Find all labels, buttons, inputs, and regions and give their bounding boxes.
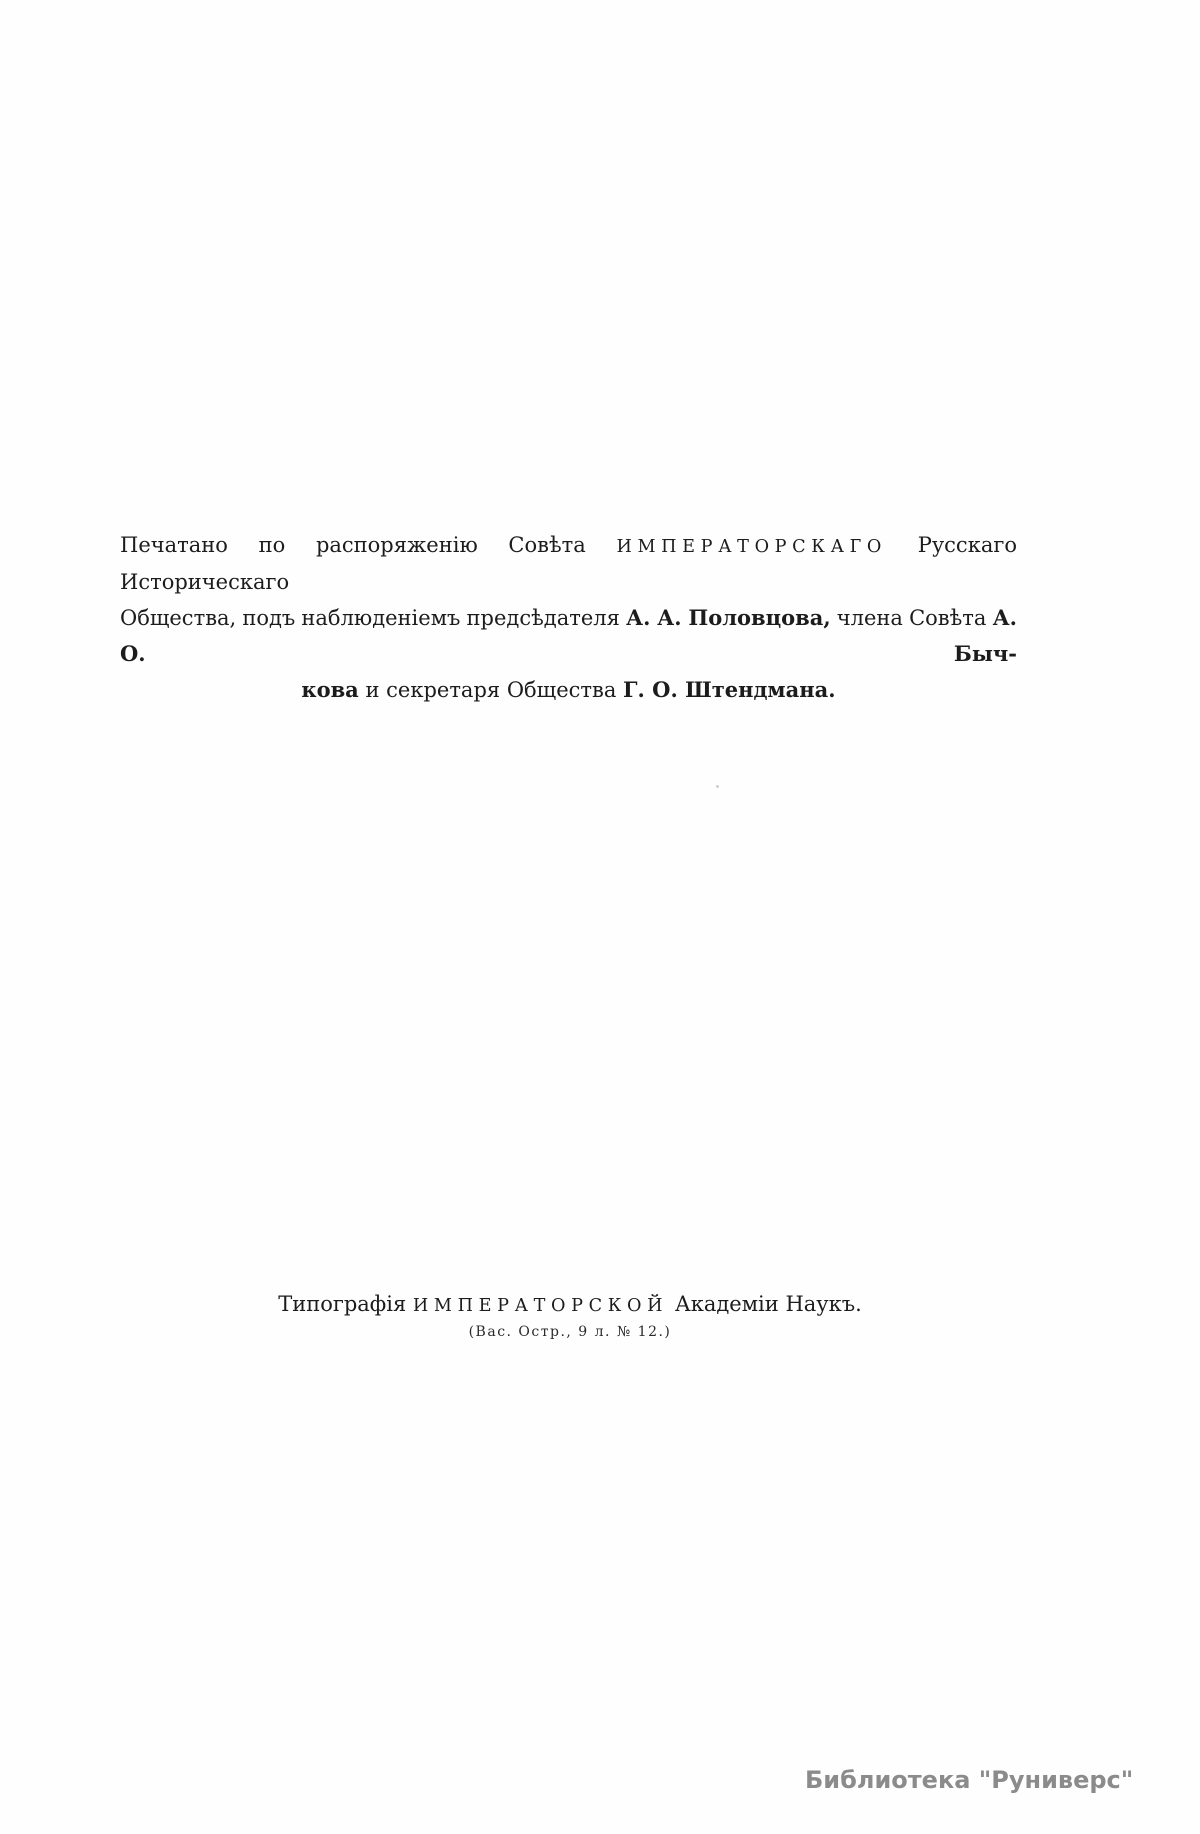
notice-line-1 [120, 528, 1024, 600]
notice-line1-text-start: Печатано по распоряженію Совѣта [120, 533, 617, 557]
notice-line2-text-mid: члена Совѣта [830, 606, 993, 630]
imprint-text-start: Типографія [278, 1292, 413, 1316]
polovtsov-name: А. А. Половцова, [625, 605, 831, 630]
bychkov-name-part1: А. О. Быч- [120, 605, 1024, 666]
notice-line3-text-mid: и секретаря Общества [358, 678, 624, 702]
runivers-library-watermark: Библиотека "Руниверс" [805, 1766, 1134, 1794]
imprint-text-end: Академіи Наукъ. [668, 1292, 862, 1316]
notice-line2-text-start: Общества, подъ наблюденіемъ предсѣдателя [120, 606, 626, 630]
printing-notice [120, 528, 1024, 708]
imprint-line-1 [0, 1292, 1140, 1316]
typography-imprint [0, 1292, 1140, 1340]
scan-speck [716, 785, 719, 788]
notice-line-3 [120, 672, 1017, 708]
bychkov-name-part2: кова [301, 677, 359, 702]
imprint-address: (Вас. Остр., 9 л. № 12.) [468, 1324, 672, 1340]
notice-line1-text-end: Русскаго Историческаго [120, 533, 1024, 594]
imperial-spaced-caps-imprint: ИМПЕРАТОРСКОЙ [412, 1296, 669, 1316]
imperial-spaced-caps: ИМПЕРАТОРСКАГО [616, 537, 887, 557]
shtendman-name: Г. О. Штендмана. [623, 677, 836, 702]
notice-line-2 [120, 600, 1024, 672]
